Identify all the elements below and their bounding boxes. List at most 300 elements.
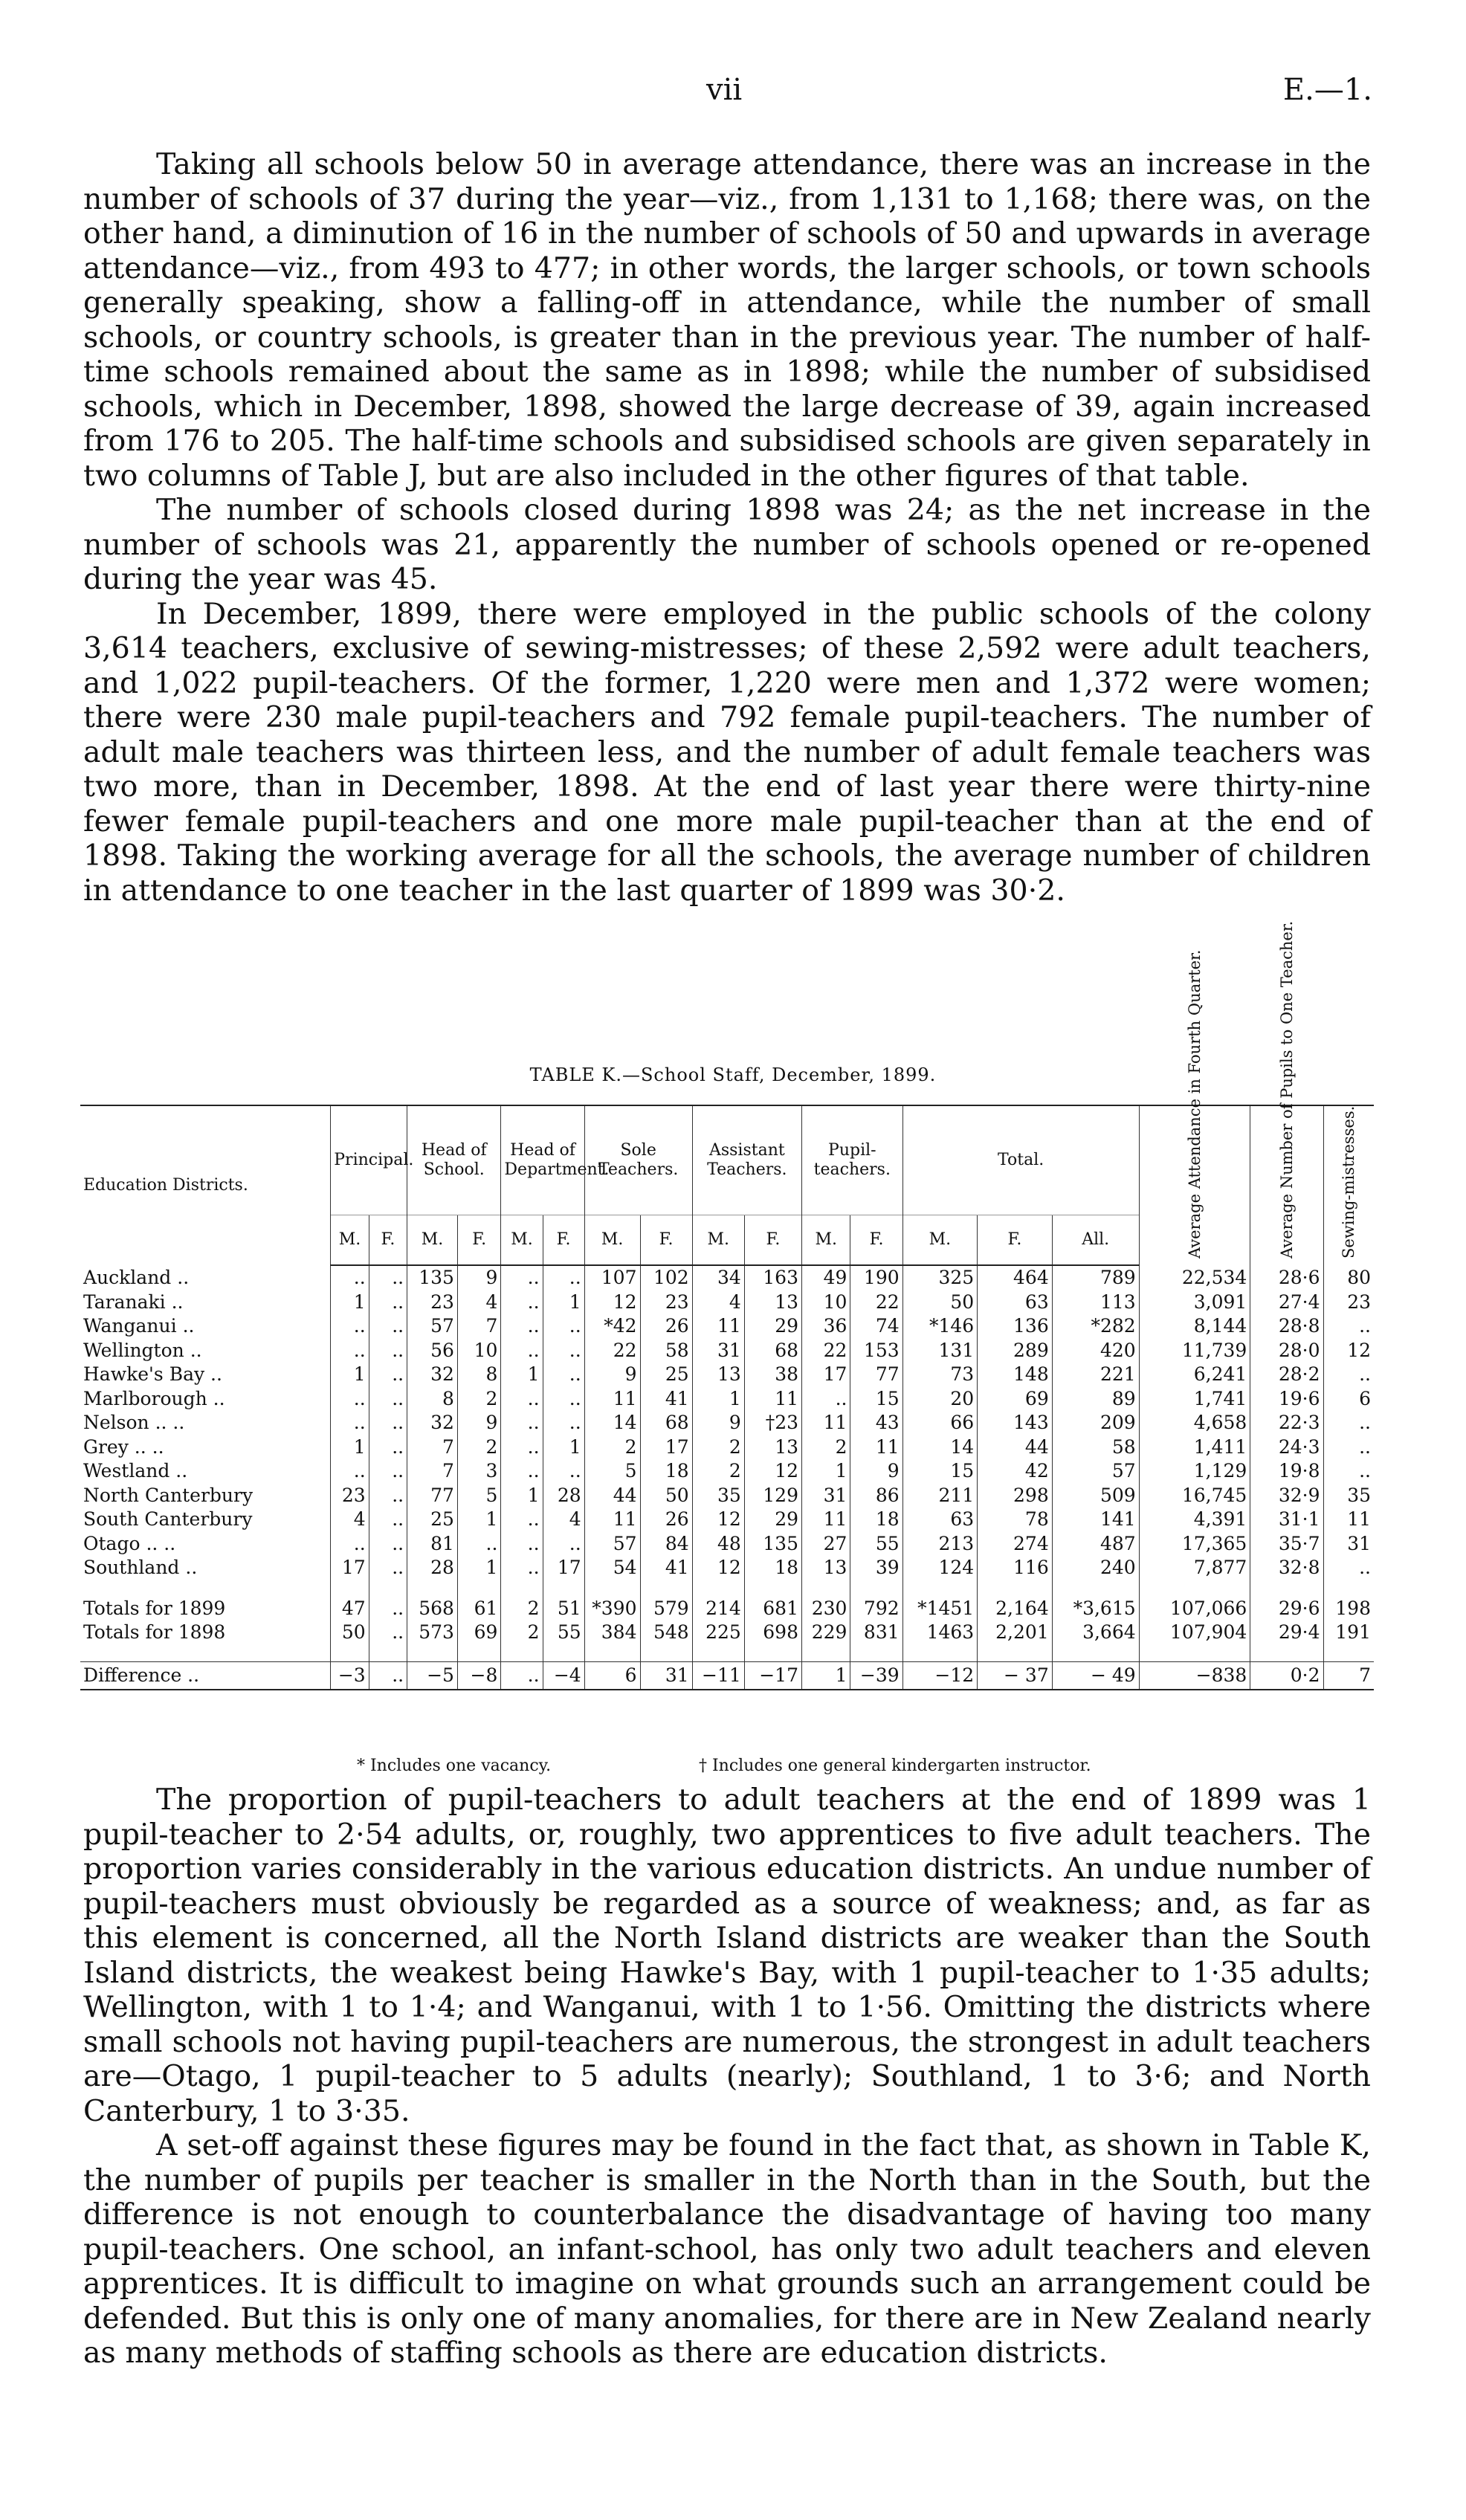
table-cell: 22·3	[1250, 1411, 1323, 1435]
table-cell: 2	[692, 1459, 744, 1484]
table-cell: −5	[407, 1661, 458, 1690]
header-average-pupils-label: Average Number of Pupils to One Teacher.	[1277, 920, 1296, 1259]
spacer-cell	[331, 1580, 369, 1597]
spacer-cell	[692, 1580, 744, 1597]
table-cell: 15	[902, 1459, 978, 1484]
table-cell: ..	[1323, 1459, 1374, 1484]
spacer-cell	[640, 1580, 692, 1597]
table-cell: ..	[501, 1387, 543, 1412]
table-cell: ..	[369, 1484, 407, 1508]
table-cell: ..	[369, 1339, 407, 1363]
table-cell: 42	[978, 1459, 1053, 1484]
table-cell: 38	[744, 1363, 801, 1387]
table-cell: 27·4	[1250, 1290, 1323, 1315]
table-cell: 384	[584, 1621, 640, 1645]
table-cell: 17	[802, 1363, 850, 1387]
table-row	[80, 1508, 1374, 1532]
table-cell: 8	[457, 1363, 500, 1387]
header-m: M.	[902, 1215, 978, 1266]
table-cell: 274	[978, 1532, 1053, 1557]
spacer-cell	[640, 1645, 692, 1662]
header-head-of-department: Head of Department.	[501, 1105, 584, 1215]
table-cell: ..	[501, 1508, 543, 1532]
table-row	[80, 1459, 1374, 1484]
table-cell: ..	[331, 1411, 369, 1435]
table-cell: 4	[331, 1508, 369, 1532]
table-cell: 9	[457, 1265, 500, 1290]
table-cell: 1	[692, 1387, 744, 1412]
table-cell: 209	[1052, 1411, 1139, 1435]
table-cell: ..	[369, 1508, 407, 1532]
table-row	[80, 1411, 1374, 1435]
table-cell: 2	[584, 1435, 640, 1460]
table-cell: ..	[331, 1339, 369, 1363]
table-cell: 77	[407, 1484, 458, 1508]
document-reference: E.—1.	[1282, 73, 1372, 107]
table-cell: 10	[802, 1290, 850, 1315]
table-cell: 27	[802, 1532, 850, 1557]
table-cell: 22	[584, 1339, 640, 1363]
spacer-cell	[978, 1580, 1053, 1597]
table-cell: 3,664	[1052, 1621, 1139, 1645]
table-cell: 58	[1052, 1435, 1139, 1460]
table-cell: 44	[584, 1484, 640, 1508]
table-cell: ..	[331, 1265, 369, 1290]
table-cell: ..	[543, 1339, 584, 1363]
table-cell: ..	[501, 1661, 543, 1690]
spacer-cell	[501, 1645, 543, 1662]
table-cell: 35	[1323, 1484, 1374, 1508]
table-cell: 213	[902, 1532, 978, 1557]
table-cell: 7	[407, 1435, 458, 1460]
table-cell: 28·0	[1250, 1339, 1323, 1363]
table-cell: 11	[584, 1508, 640, 1532]
table-cell: 214	[692, 1597, 744, 1621]
table-cell: ..	[543, 1459, 584, 1484]
table-cell: ..	[543, 1411, 584, 1435]
table-row	[80, 1435, 1374, 1460]
table-cell: 12	[744, 1459, 801, 1484]
table-cell: 135	[744, 1532, 801, 1557]
table-cell: 22	[802, 1339, 850, 1363]
table-cell: 84	[640, 1532, 692, 1557]
table-cell: 1	[457, 1508, 500, 1532]
header-m: M.	[802, 1215, 850, 1266]
table-cell: 2	[802, 1435, 850, 1460]
row-label: Southland ..	[83, 1557, 198, 1578]
table-cell: 1	[543, 1290, 584, 1315]
table-cell: 25	[640, 1363, 692, 1387]
totals-row	[80, 1597, 1374, 1621]
table-cell: *42	[584, 1314, 640, 1339]
table-cell: ..	[369, 1435, 407, 1460]
header-pupil-teachers: Pupil-teachers.	[802, 1105, 903, 1215]
footnote: † Includes one general kindergarten instructor.	[699, 1757, 1091, 1775]
table-cell: 28·8	[1250, 1314, 1323, 1339]
table-cell: 420	[1052, 1339, 1139, 1363]
table-cell: 792	[850, 1597, 902, 1621]
table-cell: 17	[331, 1556, 369, 1580]
table-cell: 487	[1052, 1532, 1139, 1557]
table-cell: 4,658	[1139, 1411, 1250, 1435]
header-all: All.	[1052, 1215, 1139, 1266]
table-cell: ..	[369, 1265, 407, 1290]
spacer-cell	[692, 1645, 744, 1662]
table-cell: ..	[369, 1290, 407, 1315]
table-cell: 86	[850, 1484, 902, 1508]
spacer-cell	[1139, 1580, 1250, 1597]
spacer-cell	[457, 1645, 500, 1662]
table-cell: 56	[407, 1339, 458, 1363]
table-cell: 681	[744, 1597, 801, 1621]
spacer-cell	[744, 1580, 801, 1597]
table-cell: 289	[978, 1339, 1053, 1363]
table-cell: 34	[692, 1265, 744, 1290]
header-average-attendance-label: Average Attendance in Fourth Quarter.	[1185, 949, 1204, 1259]
table-cell: 124	[902, 1556, 978, 1580]
table-cell: 29·4	[1250, 1621, 1323, 1645]
table-cell: 19·8	[1250, 1459, 1323, 1484]
table-cell: ..	[369, 1314, 407, 1339]
table-cell: ..	[543, 1314, 584, 1339]
table-cell: ..	[501, 1435, 543, 1460]
table-cell: 573	[407, 1621, 458, 1645]
row-label: Totals for 1898	[83, 1621, 226, 1643]
row-label: Totals for 1899	[83, 1597, 226, 1619]
spacer-cell	[407, 1580, 458, 1597]
footnote: * Includes one vacancy.	[357, 1757, 552, 1775]
table-row	[80, 1339, 1374, 1363]
table-cell: 57	[1052, 1459, 1139, 1484]
table-cell: 41	[640, 1387, 692, 1412]
table-cell: 19·6	[1250, 1387, 1323, 1412]
table-cell: −39	[850, 1661, 902, 1690]
table-caption: TABLE K.—School Staff, December, 1899.	[529, 1064, 937, 1085]
table-cell: −838	[1139, 1661, 1250, 1690]
table-cell: 23	[1323, 1290, 1374, 1315]
table-cell: †23	[744, 1411, 801, 1435]
header-assistant-teachers: Assistant Teachers.	[692, 1105, 801, 1215]
header-head-of-school: Head of School.	[407, 1105, 501, 1215]
row-label: Wellington ..	[83, 1339, 202, 1361]
table-cell: 579	[640, 1597, 692, 1621]
table-cell: 1,411	[1139, 1435, 1250, 1460]
table-cell: 51	[543, 1597, 584, 1621]
table-cell: 11	[692, 1314, 744, 1339]
table-cell: 32·8	[1250, 1556, 1323, 1580]
table-cell: 230	[802, 1597, 850, 1621]
table-cell: 229	[802, 1621, 850, 1645]
header-sewing	[1323, 1105, 1374, 1265]
table-cell: 240	[1052, 1556, 1139, 1580]
table-cell: 2,164	[978, 1597, 1053, 1621]
table-cell: 31	[802, 1484, 850, 1508]
spacer-cell	[543, 1580, 584, 1597]
table-cell: 50	[902, 1290, 978, 1315]
table-cell: 1	[501, 1363, 543, 1387]
table-cell: 107,904	[1139, 1621, 1250, 1645]
paragraph: The proportion of pupil-teachers to adult teachers at the end of 1899 was 1 pupil-teacher to 2·54 adults, or, roughly, two apprentices to five adult teachers. The proportion varies considerably in the various education districts. An undue number of pupil-teachers must obviously be regarded as a source of weakness; and, as far as this element is concerned, all the North Island districts are weaker than the South Island districts, the weakest being Hawke's Bay, with 1 pupil-teacher to 1·35 adults; Wellington, with 1 to 1·4; and Wanganui, with 1 to 1·56. Omitting the districts where small schools not having pupil-teachers are numerous, the strongest in adult teachers are—Otago, 1 pupil-teacher to 5 adults (nearly); Southland, 1 to 3·6; and North Canterbury, 1 to 3·35.	[83, 1783, 1371, 2128]
table-cell: ..	[331, 1459, 369, 1484]
spacer-cell	[584, 1580, 640, 1597]
spacer-cell	[80, 1645, 331, 1662]
table-cell: 26	[640, 1508, 692, 1532]
header-total: Total.	[902, 1105, 1139, 1215]
table-cell: 16,745	[1139, 1484, 1250, 1508]
table-cell: ..	[369, 1621, 407, 1645]
header-m: M.	[584, 1215, 640, 1266]
table-cell: 24·3	[1250, 1435, 1323, 1460]
table-cell: ..	[543, 1387, 584, 1412]
row-label: Nelson .. ..	[83, 1412, 185, 1433]
table-cell: 43	[850, 1411, 902, 1435]
table-cell: 49	[802, 1265, 850, 1290]
spacer-cell	[902, 1645, 978, 1662]
table-cell: 11	[1323, 1508, 1374, 1532]
table-cell: ..	[369, 1459, 407, 1484]
table-cell: 2	[692, 1435, 744, 1460]
table-cell: 509	[1052, 1484, 1139, 1508]
table-cell: ..	[501, 1314, 543, 1339]
table-cell: −17	[744, 1661, 801, 1690]
table-cell: 41	[640, 1556, 692, 1580]
spacer-cell	[850, 1580, 902, 1597]
table-cell: 7	[457, 1314, 500, 1339]
table-cell: 8	[407, 1387, 458, 1412]
table-cell: 18	[850, 1508, 902, 1532]
spacer-cell	[902, 1580, 978, 1597]
table-cell: −12	[902, 1661, 978, 1690]
spacer-cell	[407, 1645, 458, 1662]
table-cell: 1463	[902, 1621, 978, 1645]
table-cell: 2	[501, 1597, 543, 1621]
table-cell: 9	[584, 1363, 640, 1387]
table-cell: 12	[692, 1508, 744, 1532]
row-label: Auckland ..	[83, 1266, 190, 1288]
spacer-cell	[331, 1645, 369, 1662]
table-cell: 153	[850, 1339, 902, 1363]
table-cell: 211	[902, 1484, 978, 1508]
header-district: Education Districts.	[80, 1105, 331, 1265]
table-cell: 148	[978, 1363, 1053, 1387]
table-cell: 14	[902, 1435, 978, 1460]
table-cell: 26	[640, 1314, 692, 1339]
table-cell: ..	[457, 1532, 500, 1557]
table-cell: 4	[543, 1508, 584, 1532]
table-cell: 28·2	[1250, 1363, 1323, 1387]
table-cell: 1	[331, 1435, 369, 1460]
table-cell: 1	[331, 1363, 369, 1387]
spacer-cell	[457, 1580, 500, 1597]
table-cell: ..	[369, 1556, 407, 1580]
spacer-cell	[1052, 1580, 1139, 1597]
table-row	[80, 1363, 1374, 1387]
table-cell: ..	[331, 1532, 369, 1557]
table-cell: 12	[584, 1290, 640, 1315]
spacer-cell	[584, 1645, 640, 1662]
header-f: F.	[543, 1215, 584, 1266]
table-cell: 113	[1052, 1290, 1139, 1315]
table-cell: ..	[802, 1387, 850, 1412]
table-cell: 2,201	[978, 1621, 1053, 1645]
spacer-row	[80, 1580, 1374, 1597]
header-f: F.	[744, 1215, 801, 1266]
table-cell: ..	[369, 1363, 407, 1387]
table-cell: 10	[457, 1339, 500, 1363]
table-cell: 298	[978, 1484, 1053, 1508]
table-cell: −3	[331, 1661, 369, 1690]
page-header	[0, 73, 1466, 117]
header-principal: Principal.	[331, 1105, 407, 1215]
spacer-cell	[1139, 1645, 1250, 1662]
table-cell: 1	[802, 1459, 850, 1484]
table-cell: 44	[978, 1435, 1053, 1460]
table-cell: 698	[744, 1621, 801, 1645]
table-cell: 20	[902, 1387, 978, 1412]
table-cell: 191	[1323, 1621, 1374, 1645]
table-cell: 81	[407, 1532, 458, 1557]
table-cell: 39	[850, 1556, 902, 1580]
row-label: Taranaki ..	[83, 1290, 184, 1313]
table-cell: 35	[692, 1484, 744, 1508]
paragraph: Taking all schools below 50 in average attendance, there was an increase in the number of schools of 37 during the year—viz., from 1,131 to 1,168; there was, on the other hand, a diminution of 16 in the number of schools of 50 and upwards in average attendance—viz., from 493 to 477; in other words, the larger schools, or town schools generally speaking, show a falling-off in attendance, while the number of small schools, or country schools, is greater than in the previous year. The number of half-time schools remained about the same as in 1898; while the number of subsidised schools, which in December, 1898, showed the large decrease of 39, again increased from 176 to 205. The half-time schools and subsidised schools are given separately in two columns of Table J, but are also included in the other figures of that table.	[83, 147, 1371, 493]
table-cell: 31·1	[1250, 1508, 1323, 1532]
table-cell: 69	[457, 1621, 500, 1645]
table-cell: 69	[978, 1387, 1053, 1412]
row-label: Otago .. ..	[83, 1532, 176, 1554]
closing-text	[83, 1783, 1371, 2371]
table-cell: ..	[1323, 1411, 1374, 1435]
table-cell: 77	[850, 1363, 902, 1387]
spacer-cell	[1323, 1645, 1374, 1662]
table-cell: ..	[369, 1532, 407, 1557]
table-cell: 7,877	[1139, 1556, 1250, 1580]
spacer-cell	[802, 1645, 850, 1662]
header-f: F.	[850, 1215, 902, 1266]
table-cell: 2	[457, 1435, 500, 1460]
row-label: North Canterbury	[83, 1484, 254, 1506]
table-cell: ..	[501, 1339, 543, 1363]
spacer-cell	[369, 1645, 407, 1662]
table-cell: ..	[543, 1265, 584, 1290]
table-cell: *282	[1052, 1314, 1139, 1339]
header-f: F.	[640, 1215, 692, 1266]
header-f: F.	[978, 1215, 1053, 1266]
table-cell: 325	[902, 1265, 978, 1290]
header-f: F.	[369, 1215, 407, 1266]
row-label: Grey .. ..	[83, 1435, 164, 1458]
table-cell: 1,129	[1139, 1459, 1250, 1484]
table-cell: 190	[850, 1265, 902, 1290]
table-cell: 3	[457, 1459, 500, 1484]
table-cell: 11,739	[1139, 1339, 1250, 1363]
table-cell: 35·7	[1250, 1532, 1323, 1557]
table-cell: ..	[369, 1411, 407, 1435]
table-cell: *3,615	[1052, 1597, 1139, 1621]
table-cell: 568	[407, 1597, 458, 1621]
table-cell: 9	[457, 1411, 500, 1435]
table-cell: 89	[1052, 1387, 1139, 1412]
table-cell: *146	[902, 1314, 978, 1339]
table-cell: 50	[331, 1621, 369, 1645]
table-cell: 6,241	[1139, 1363, 1250, 1387]
table-cell: 32·9	[1250, 1484, 1323, 1508]
table-cell: 107,066	[1139, 1597, 1250, 1621]
table-cell: 464	[978, 1265, 1053, 1290]
spacer-cell	[369, 1580, 407, 1597]
table-cell: 17	[640, 1435, 692, 1460]
header-m: M.	[407, 1215, 458, 1266]
table-cell: 47	[331, 1597, 369, 1621]
spacer-cell	[1052, 1645, 1139, 1662]
table-cell: 18	[640, 1459, 692, 1484]
table-cell: 9	[692, 1411, 744, 1435]
table-cell: 831	[850, 1621, 902, 1645]
table-cell: 2	[457, 1387, 500, 1412]
table-cell: ..	[369, 1387, 407, 1412]
table-cell: 11	[744, 1387, 801, 1412]
table-cell: 32	[407, 1363, 458, 1387]
table-cell: 3,091	[1139, 1290, 1250, 1315]
table-cell: 15	[850, 1387, 902, 1412]
table-cell: 13	[744, 1290, 801, 1315]
table-cell: 12	[692, 1556, 744, 1580]
header-sole-teachers: Sole Teachers.	[584, 1105, 692, 1215]
paragraph: In December, 1899, there were employed in the public schools of the colony 3,614 teachers, exclusive of sewing-mistresses; of these 2,592 were adult teachers, and 1,022 pupil-teachers. Of the former, 1,220 were men and 1,372 were women; there were 230 male pupil-teachers and 792 female pupil-teachers. The number of adult male teachers was thirteen less, and the number of adult female teachers was two more, than in December, 1898. At the end of last year there were thirty-nine fewer female pupil-teachers and one more male pupil-teacher than at the end of 1898. Taking the working average for all the schools, the average number of children in attendance to one teacher in the last quarter of 1899 was 30·2.	[83, 596, 1371, 908]
table-cell: 5	[457, 1484, 500, 1508]
paragraph: A set-off against these figures may be found in the fact that, as shown in Table K, the number of pupils per teacher is smaller in the North than in the South, but the difference is not enough to counterbalance the disadvantage of having too many pupil-teachers. One school, an infant-school, has only two adult teachers and eleven apprentices. It is difficult to imagine on what grounds such an arrangement could be defended. But this is only one of many anomalies, for there are in New Zealand nearly as many methods of staffing schools as there are education districts.	[83, 2128, 1371, 2370]
table-cell: 63	[902, 1508, 978, 1532]
table-cell: 78	[978, 1508, 1053, 1532]
table-row	[80, 1484, 1374, 1508]
header-m: M.	[331, 1215, 369, 1266]
table-cell: 61	[457, 1597, 500, 1621]
table-cell: 107	[584, 1265, 640, 1290]
table-cell: 143	[978, 1411, 1053, 1435]
table-cell: 11	[802, 1411, 850, 1435]
table-cell: 31	[1323, 1532, 1374, 1557]
header-m: M.	[501, 1215, 543, 1266]
table-cell: 7	[407, 1459, 458, 1484]
table-body	[80, 1265, 1374, 1690]
table-cell: 50	[640, 1484, 692, 1508]
table-cell: 4	[457, 1290, 500, 1315]
table-cell: 58	[640, 1339, 692, 1363]
table-cell: 57	[584, 1532, 640, 1557]
table-cell: 48	[692, 1532, 744, 1557]
table-cell: 135	[407, 1265, 458, 1290]
table-cell: 131	[902, 1339, 978, 1363]
table-cell: ..	[1323, 1363, 1374, 1387]
table-cell: 11	[584, 1387, 640, 1412]
table-cell: 141	[1052, 1508, 1139, 1532]
table-cell: ..	[369, 1597, 407, 1621]
table-cell: 548	[640, 1621, 692, 1645]
table-row	[80, 1532, 1374, 1557]
table-cell: ..	[369, 1661, 407, 1690]
table-cell: 31	[640, 1661, 692, 1690]
row-label: South Canterbury	[83, 1508, 253, 1530]
table-cell: ..	[501, 1556, 543, 1580]
table-cell: ..	[501, 1290, 543, 1315]
table-cell: 221	[1052, 1363, 1139, 1387]
table-cell: 198	[1323, 1597, 1374, 1621]
table-cell: 7	[1323, 1661, 1374, 1690]
table-cell: 18	[744, 1556, 801, 1580]
table-cell: 23	[640, 1290, 692, 1315]
table-cell: 163	[744, 1265, 801, 1290]
row-label: Marlborough ..	[83, 1387, 225, 1409]
